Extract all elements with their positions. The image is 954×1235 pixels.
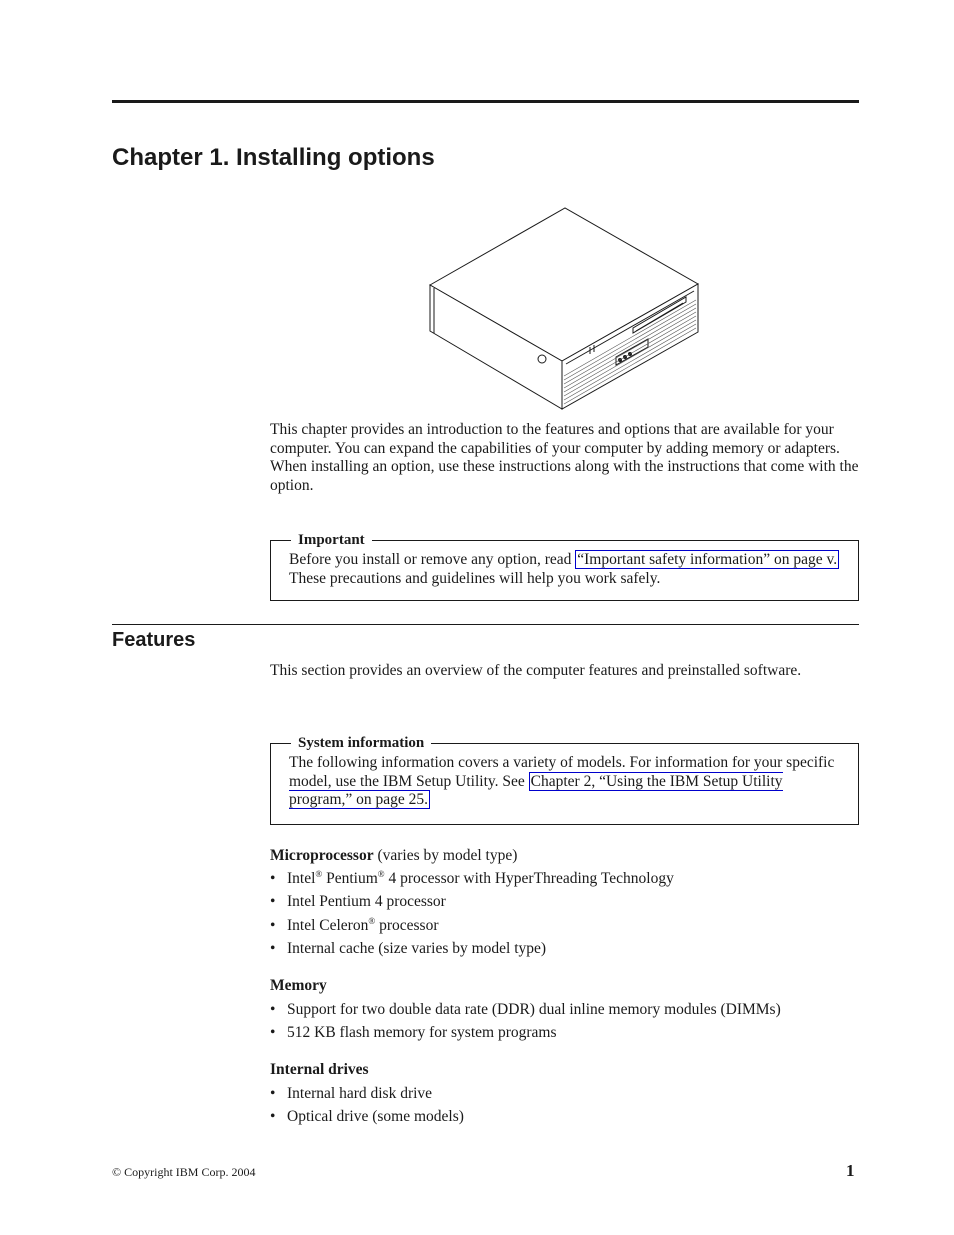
system-information-notice — [270, 735, 859, 825]
memory-heading: Memory — [270, 977, 327, 994]
list-item: • Internal hard disk drive — [270, 1082, 860, 1105]
page-number: 1 — [846, 1161, 855, 1180]
system-information-text: The following information covers a variety of models. For information for your specific model, use the IBM Setup Utility. See Chapter 2, “Using the IBM Setup Utility program,” on page 25. — [289, 754, 835, 809]
safety-info-link[interactable]: “Important safety information” on page v. — [577, 551, 838, 568]
internal-drives-heading: Internal drives — [270, 1061, 369, 1078]
list-item: • Optical drive (some models) — [270, 1105, 860, 1128]
system-information-label: System information — [291, 734, 431, 752]
features-title: Features — [112, 629, 196, 651]
list-item: • Intel Celeron® processor — [270, 914, 860, 937]
list-item: • Intel® Pentium® 4 processor with HyperThreading Technology — [270, 867, 860, 890]
section-rule — [112, 624, 859, 625]
important-text: Before you install or remove any option, read “Important safety information” on page v. These precautions and guidelines will help you work safely. — [289, 551, 838, 587]
list-item: • Support for two double data rate (DDR) dual inline memory modules (DIMMs) — [270, 998, 860, 1021]
top-rule — [112, 100, 859, 103]
chapter-intro: This chapter provides an introduction to the features and options that are available for your computer. You can expand the capabilities of your computer by adding memory or adapters. When installing an option, use these instructions along with the instructions that come with the option. — [270, 421, 859, 495]
internal-drives-list — [270, 1082, 860, 1129]
list-item: • Internal cache (size varies by model type) — [270, 937, 860, 960]
chapter-title: Chapter 1. Installing options — [112, 144, 435, 171]
memory-list — [270, 998, 860, 1045]
important-notice — [270, 532, 859, 601]
setup-utility-link[interactable]: Chapter 2, “Using the IBM Setup Utility program,” on page 25. — [289, 772, 783, 809]
microprocessor-list — [270, 867, 860, 960]
features-intro: This section provides an overview of the computer features and preinstalled software. — [270, 662, 802, 679]
desktop-computer-illustration — [428, 206, 704, 412]
copyright-notice: © Copyright IBM Corp. 2004 — [112, 1165, 256, 1179]
list-item: • 512 KB flash memory for system programs — [270, 1021, 860, 1044]
microprocessor-heading: Microprocessor (varies by model type) — [270, 847, 518, 864]
important-label: Important — [291, 531, 372, 549]
list-item: • Intel Pentium 4 processor — [270, 890, 860, 913]
